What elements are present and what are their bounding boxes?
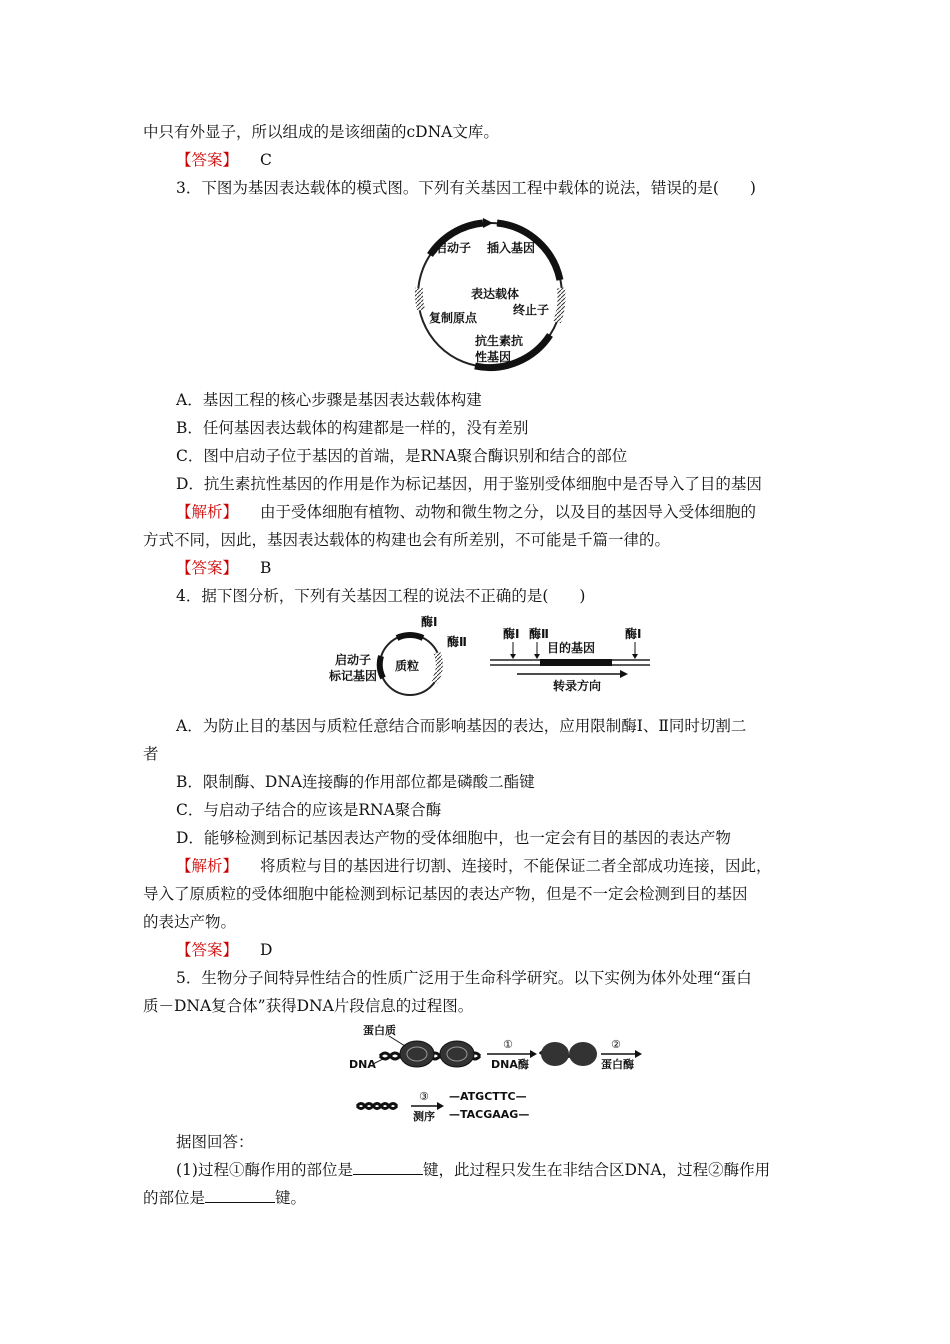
answer-line bbox=[176, 558, 271, 578]
answer-blank[interactable] bbox=[205, 1188, 275, 1203]
text-line: 中只有外显子，所以组成的是该细菌的cDNA文库。 bbox=[143, 123, 499, 141]
promoter-label: 启动子 bbox=[435, 241, 472, 255]
option-4c: C．与启动子结合的应该是RNA聚合酶 bbox=[176, 801, 442, 819]
question-5-part-1 bbox=[176, 1160, 770, 1180]
question-3: 3．下图为基因表达载体的模式图。下列有关基因工程中载体的说法，错误的是( ) bbox=[176, 179, 756, 197]
option-4d: D．能够检测到标记基因表达产物的受体细胞中，也一定会有目的基因的表达产物 bbox=[176, 829, 731, 847]
option-3d: D．抗生素抗性基因的作用是作为标记基因，用于鉴别受体细胞中是否导入了目的基因 bbox=[176, 475, 762, 493]
analysis-line: 方式不同，因此，基因表达载体的构建也会有所差别，不可能是千篇一律的。 bbox=[143, 531, 671, 549]
question-5-cont: 质－DNA复合体”获得DNA片段信息的过程图。 bbox=[143, 997, 474, 1015]
marker-gene-label: 标记基因 bbox=[329, 669, 378, 683]
enzyme-2-label: 酶Ⅱ bbox=[529, 627, 549, 641]
promoter-label: 启动子 bbox=[335, 653, 372, 667]
answer-value: C bbox=[260, 151, 272, 169]
direction-label: 转录方向 bbox=[553, 679, 602, 693]
option-3c: C．图中启动子位于基因的首端，是RNA聚合酶识别和结合的部位 bbox=[176, 447, 628, 465]
resistance-label-2: 性基因 bbox=[475, 350, 512, 364]
answer-tag: 【答案】 bbox=[176, 151, 239, 169]
resistance-label-1: 抗生素抗 bbox=[475, 334, 524, 348]
option-4a: A．为防止目的基因与质粒任意结合而影响基因的表达，应用限制酶Ⅰ、Ⅱ同时切割二 bbox=[176, 717, 747, 735]
enzyme-1-label: 酶Ⅰ bbox=[503, 627, 520, 641]
analysis-line bbox=[176, 502, 756, 522]
origin-label: 复制原点 bbox=[429, 311, 478, 325]
part-1-text-a: (1)过程①酶作用的部位是 bbox=[176, 1161, 353, 1179]
question-5-part-1-cont bbox=[143, 1188, 306, 1208]
part-2-text-b: 键。 bbox=[275, 1189, 307, 1207]
enzyme-1-label: 酶Ⅰ bbox=[625, 627, 642, 641]
step-3-label: ③ bbox=[419, 1090, 429, 1103]
option-4a-cont: 者 bbox=[143, 745, 159, 763]
answer-tag: 【答案】 bbox=[176, 941, 239, 959]
step-1-label: ① bbox=[503, 1038, 513, 1051]
option-3a: A．基因工程的核心步骤是基因表达载体构建 bbox=[176, 391, 482, 409]
answer-tag: 【答案】 bbox=[176, 559, 239, 577]
option-4b: B．限制酶、DNA连接酶的作用部位都是磷酸二酯键 bbox=[176, 773, 535, 791]
dna-label: DNA bbox=[349, 1058, 376, 1071]
question-5-ask: 据图回答： bbox=[176, 1133, 254, 1151]
question-5: 5．生物分子间特异性结合的性质广泛用于生命科学研究。以下实例为体外处理“蛋白 bbox=[176, 969, 752, 987]
answer-value: B bbox=[260, 559, 272, 577]
question-4: 4．据下图分析，下列有关基因工程的说法不正确的是( ) bbox=[176, 587, 586, 605]
protein-dna-process-diagram bbox=[345, 1024, 645, 1124]
vector-label: 表达载体 bbox=[471, 287, 520, 301]
expression-vector-diagram bbox=[405, 210, 575, 380]
answer-blank[interactable] bbox=[353, 1160, 423, 1175]
answer-line bbox=[176, 150, 272, 170]
insert-gene-label: 插入基因 bbox=[487, 241, 536, 255]
step-1-enzyme: DNA酶 bbox=[491, 1058, 529, 1071]
option-3b: B．任何基因表达载体的构建都是一样的，没有差别 bbox=[176, 419, 529, 437]
analysis-line bbox=[176, 856, 772, 876]
terminator-label: 终止子 bbox=[513, 303, 550, 317]
plasmid-gene-diagram bbox=[325, 612, 655, 697]
part-2-text-a: 的部位是 bbox=[143, 1189, 206, 1207]
protein-label: 蛋白质 bbox=[363, 1024, 396, 1037]
plasmid-label: 质粒 bbox=[395, 659, 420, 673]
answer-value: D bbox=[260, 941, 273, 959]
part-1-text-b: 键，此过程只发生在非结合区DNA，过程②酶作用 bbox=[422, 1161, 771, 1179]
analysis-line: 的表达产物。 bbox=[143, 913, 237, 931]
analysis-tag: 【解析】 bbox=[176, 857, 239, 875]
analysis-text: 由于受体细胞有植物、动物和微生物之分，以及目的基因导入受体细胞的 bbox=[260, 503, 757, 521]
analysis-tag: 【解析】 bbox=[176, 503, 239, 521]
analysis-text: 将质粒与目的基因进行切割、连接时，不能保证二者全部成功连接，因此， bbox=[260, 857, 772, 875]
enzyme-2-label: 酶Ⅱ bbox=[447, 635, 467, 649]
sequence-bottom: —TACGAAG— bbox=[449, 1108, 530, 1121]
analysis-line: 导入了原质粒的受体细胞中能检测到标记基因的表达产物，但是不一定会检测到目的基因 bbox=[143, 885, 748, 903]
sequence-top: —ATGCTTC— bbox=[449, 1090, 527, 1103]
step-2-enzyme: 蛋白酶 bbox=[601, 1058, 634, 1071]
enzyme-1-label: 酶Ⅰ bbox=[421, 615, 438, 629]
step-3-text: 测序 bbox=[413, 1110, 435, 1123]
target-gene-label: 目的基因 bbox=[547, 641, 596, 655]
step-2-label: ② bbox=[611, 1038, 621, 1051]
answer-line bbox=[176, 940, 272, 960]
